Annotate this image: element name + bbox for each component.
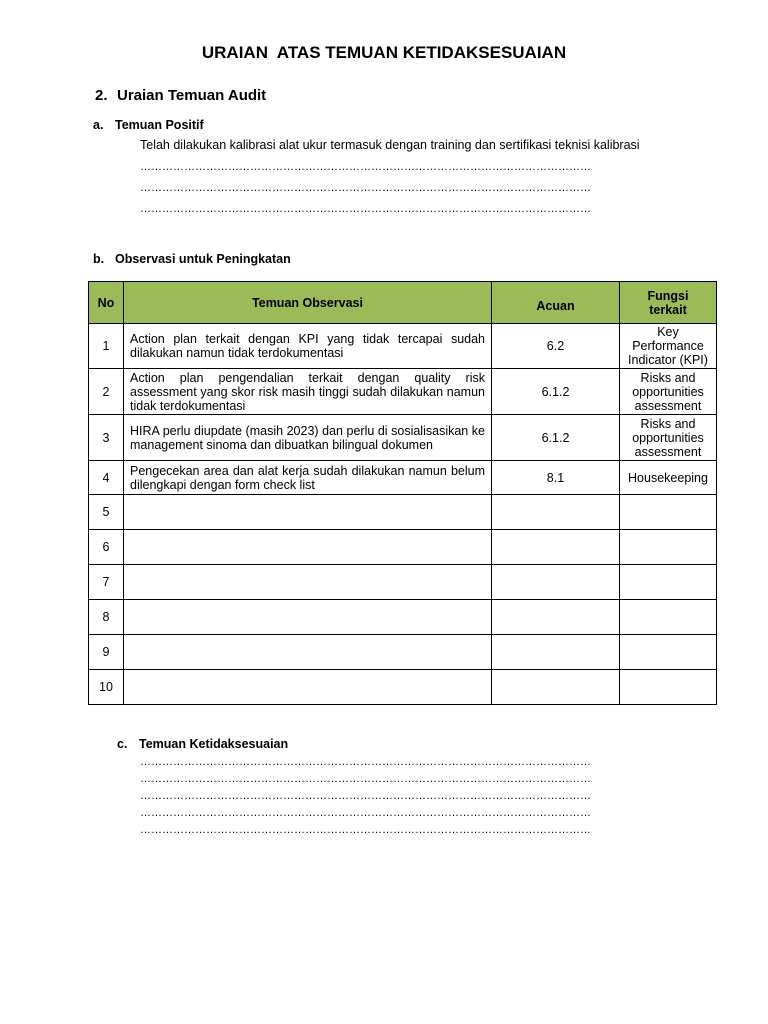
cell-acuan: 6.1.2 (492, 415, 620, 461)
cell-temuan (124, 635, 492, 670)
ketidaksesuaian-heading-text: Temuan Ketidaksesuaian (139, 737, 289, 751)
cell-acuan: 6.2 (492, 324, 620, 369)
col-header-no: No (89, 282, 124, 324)
cell-acuan: 6.1.2 (492, 369, 620, 415)
cell-temuan (124, 530, 492, 565)
cell-acuan (492, 600, 620, 635)
cell-fungsi: Housekeeping (620, 461, 717, 495)
cell-acuan (492, 635, 620, 670)
cell-acuan: 8.1 (492, 461, 620, 495)
table-row (89, 565, 717, 600)
cell-fungsi: Risks and opportunities assessment (620, 415, 717, 461)
document-title: URAIAN ATAS TEMUAN KETIDAKSESUAIAN (201, 43, 567, 62)
col-header-temuan: Temuan Observasi (124, 282, 492, 324)
table-row (89, 415, 717, 461)
cell-fungsi: Key Performance Indicator (KPI) (620, 324, 717, 369)
cell-no: 8 (89, 600, 124, 635)
cell-temuan: Action plan terkait dengan KPI yang tidak tercapai sudah dilakukan namun tidak terdokumentasi (124, 324, 492, 369)
col-header-acuan: Acuan (492, 282, 620, 324)
observasi-letter: b. (93, 252, 105, 266)
cell-acuan (492, 565, 620, 600)
ketidaksesuaian-heading (117, 737, 288, 751)
table-row (89, 461, 717, 495)
cell-no: 5 (89, 495, 124, 530)
cell-fungsi (620, 495, 717, 530)
cell-fungsi (620, 565, 717, 600)
cell-no: 3 (89, 415, 124, 461)
ketidaksesuaian-dotted-line: …………………………………………………………………………………………………………… (140, 773, 591, 785)
positif-dotted-line: …………………………………………………………………………………………………………… (140, 182, 591, 194)
cell-no: 6 (89, 530, 124, 565)
table-row (89, 670, 717, 705)
cell-acuan (492, 670, 620, 705)
observation-table (88, 281, 717, 705)
cell-temuan (124, 600, 492, 635)
table-row (89, 600, 717, 635)
col-header-fungsi: Fungsi terkait (620, 282, 717, 324)
positif-dotted-line: …………………………………………………………………………………………………………… (140, 203, 591, 215)
table-row (89, 495, 717, 530)
section-heading-text: Uraian Temuan Audit (117, 87, 267, 104)
cell-no: 7 (89, 565, 124, 600)
cell-fungsi (620, 600, 717, 635)
cell-temuan (124, 565, 492, 600)
table-header-row (89, 282, 717, 324)
table-row (89, 324, 717, 369)
cell-acuan (492, 530, 620, 565)
cell-acuan (492, 495, 620, 530)
section-number: 2. (95, 87, 108, 104)
positif-dotted-line: …………………………………………………………………………………………………………… (140, 161, 591, 173)
table-row (89, 635, 717, 670)
cell-temuan: HIRA perlu diupdate (masih 2023) dan perlu di sosialisasikan ke management sinoma dan dibuatkan bilingual dokumen (124, 415, 492, 461)
observasi-heading-text: Observasi untuk Peningkatan (115, 252, 291, 266)
cell-fungsi (620, 670, 717, 705)
ketidaksesuaian-letter: c. (117, 737, 128, 751)
cell-no: 10 (89, 670, 124, 705)
positif-text: Telah dilakukan kalibrasi alat ukur termasuk dengan training dan sertifikasi teknisi kalibrasi (140, 138, 640, 152)
observasi-heading (93, 252, 291, 266)
positif-heading (93, 118, 204, 132)
cell-no: 9 (89, 635, 124, 670)
cell-fungsi: Risks and opportunities assessment (620, 369, 717, 415)
positif-heading-text: Temuan Positif (115, 118, 204, 132)
ketidaksesuaian-dotted-line: …………………………………………………………………………………………………………… (140, 756, 591, 768)
table-row (89, 369, 717, 415)
cell-temuan: Action plan pengendalian terkait dengan quality risk assessment yang skor risk masih tinggi sudah dilakukan namun tidak terdokumentasi (124, 369, 492, 415)
section-heading (95, 87, 266, 104)
cell-no: 1 (89, 324, 124, 369)
cell-fungsi (620, 635, 717, 670)
ketidaksesuaian-dotted-line: …………………………………………………………………………………………………………… (140, 807, 591, 819)
table-row (89, 530, 717, 565)
ketidaksesuaian-dotted-line: …………………………………………………………………………………………………………… (140, 790, 591, 802)
cell-temuan (124, 670, 492, 705)
cell-no: 4 (89, 461, 124, 495)
ketidaksesuaian-dotted-line: …………………………………………………………………………………………………………… (140, 824, 591, 836)
positif-letter: a. (93, 118, 104, 132)
cell-fungsi (620, 530, 717, 565)
cell-temuan: Pengecekan area dan alat kerja sudah dilakukan namun belum dilengkapi dengan form check list (124, 461, 492, 495)
cell-no: 2 (89, 369, 124, 415)
cell-temuan (124, 495, 492, 530)
